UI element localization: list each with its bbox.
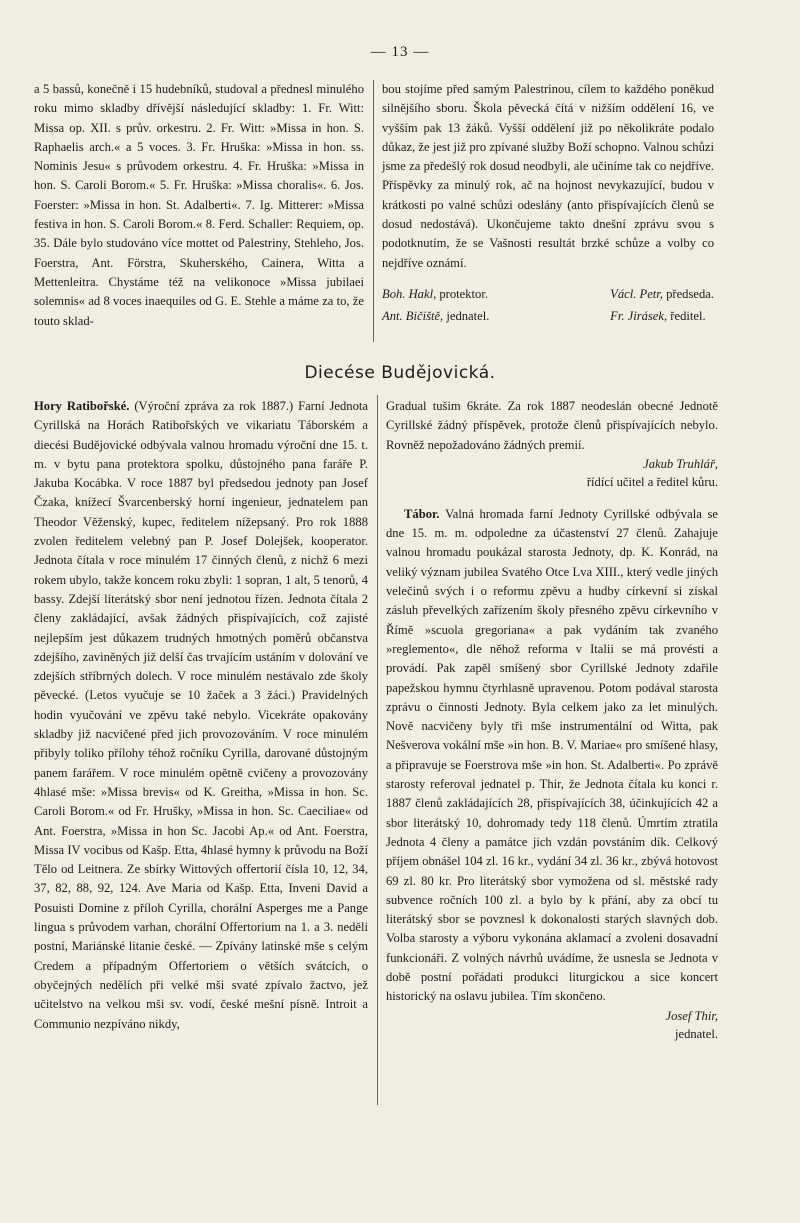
signature-name: Jakub Truhlář, (643, 456, 718, 471)
signature-role: jednatel. (674, 1026, 718, 1041)
column-1-top (34, 80, 364, 331)
signature-role: jednatel. (446, 308, 490, 323)
section-heading: Diecése Budějovická. (304, 363, 496, 383)
column-divider (373, 80, 374, 342)
signature-name: Fr. Jirásek, (610, 308, 668, 323)
paragraph: a 5 bassů, konečně i 15 hudebníků, studoval a přednesl minulého roku mimo skladby dřívější následující skladby: 1. Fr. Witt: Missa op. XII. s prův. orkestru. 2. Fr. Witt: »Missa in hon. S. Raphaelis arch.« a 5 voces. 3. Fr. Hruška: »Missa in hon. ss. Nominis Jesu« s průvodem orkestru. 4. Fr. Hruška: »Missa in hon. S. Caroli Borom.« 5. Fr. Hruška: »Missa choralis«. 6. Jos. Foerster: »Missa in hon. St. Adalberti«. 7. Ig. Mitterer: »Missa festiva in hon. S. Caroli Borom.« 8. Ferd. Schaller: Requiem, op. 35. Dále bylo studováno více mottet od Palestriny, Stehleho, Jos. Foerstra, Ant. Förstra, Skuherského, Cainera, Witta a Mettenleitra. Chystáme též na velikonoce »Missa jubilaei solemnis« ad 8 voces inaequiles od G. E. Stehle a máme za to, že touto sklad- (34, 82, 364, 328)
signature-name: Boh. Hakl, (382, 286, 437, 301)
signature-role: předseda. (666, 286, 714, 301)
signature-role: protektor. (439, 286, 488, 301)
place-heading: Hory Ratibořské. (34, 399, 130, 413)
column-2-bottom (386, 397, 718, 1043)
column-1-bottom (34, 397, 368, 1034)
paragraph: bou stojíme před samým Palestrinou, cílem to každého poněkud silnějšího sboru. Škola pěvecká čítá v nižším oddělení 16, ve vyšším pak 13 žáků. Vyšší oddělení již po několikráte podalo důkaz, že jest již pro zpívané služby Boží schopno. Valnou schůzi jsme za předešlý rok dosud neodbyli, ale učiníme tak co nejdříve. Příspěvky za minulý rok, ač na hojnost nevykazující, budou v krátkosti po valné schůzi odeslány (anto přispívajících členů se dosud nedostává). Ukončujeme takto dnešní zprávu svou s podotknutím, že se Vašnosti resultát brzké schůze a volby co nejdříve oznámí. (382, 82, 714, 270)
place-heading: Tábor. (404, 506, 440, 521)
signature-name: Ant. Bičiště, (382, 308, 444, 323)
signature-block (386, 455, 718, 491)
paragraph: Gradual tušim 6kráte. Za rok 1887 neodeslán obecné Jednotě Cyrillské žádný příspěvek, protože členů přispívajících nebylo. Rovněž nepožadováno žádných premií. (386, 399, 718, 452)
paragraph: Valná hromada farní Jednoty Cyrillské odbývala se dne 15. m. m. odpoledne za účastenství 27 členů. Zahajuje valnou hromadu poukázal starosta Jednoty, dp. K. Konrád, na veliký význam jubilea Svatého Otce Lva XIII., který vedle jiných velečinů svých i o reformu zpěvu a hudby církevní si získal zásluh převelkých zařízením školy přesného zpěvu církevního v Římě »scuola gregoriana« a pak vydáním tak zvaného »reglemento«, dle něhož reforma v Italii se má provésti a provádí. Pak zapěl smíšený sbor Cyrillské Jednoty zdařile papežskou hymnu čtyrhlasně upravenou. Potom podával starosta zprávu o činnosti Jednoty. Byla celkem jako za let minulých. Nově nacvičeny byly tři mše instrumentální od Witta, pak Nešverova vokální mše »in hon. B. V. Mariae« pro smíšené hlasy, a připravuje se Foerstrova mše »in hon. St. Adalberti«. Po zprávě starosty referoval jednatel p. Thir, že Jednota čítala ku konci r. 1887 členů zakládajících 28, přispívajících 38, účinkujících 42 a sbor literátský 10, dohromady tedy 118 členů. Úmrtím ztratila Jednota 4 členy a památce jich vzdán povstáním dík. Celkový příjem obnášel 104 zl. 16 kr., vydání 34 zl. 36 kr., zbývá hotovost 69 zl. 80 kr. Pro literátský sbor vymožena od sl. městské rady subvence ročních 100 zl. a bylo by k přání, aby za obcí tu literátský sbor se povznesl k dokonalosti starých slavných dob. Volba starosty a výboru vykonána aklamací a zvoleni dosavadní funkcionáři. Z volných návrhů uvádíme, že usnesla se Jednota v době postní pořádati produkci liturgickou a sice koncert historický na oslavu jubilea. Tím skončeno. (386, 506, 719, 1004)
page-number: — 13 — (370, 44, 430, 60)
signature-name: Václ. Petr, (610, 286, 663, 301)
signatures (382, 283, 714, 327)
signature-role: řídící učitel a ředitel kůru. (586, 474, 718, 489)
signature-name: Josef Thir, (665, 1008, 718, 1023)
signature-block (386, 1007, 718, 1043)
signature-role: ředitel. (670, 308, 706, 323)
column-2-top (382, 80, 714, 327)
column-divider (377, 395, 378, 1105)
paragraph: (Výroční zpráva za rok 1887.) Farní Jednota Cyrillská na Horách Ratibořských ve vikariatu Táborském a diecési Budějovické odbývala valnou hromadu výroční dne 15. t. m. v bytu pana protektora spolku, důstojného pana faráře P. Jakuba Kocábka. V roce 1887 byl předsedou jednoty pan Josef Čzaka, knížecí Švarcenberský horní ingenieur, jednatelem pan Theodor Věženský, kupec, ředitelem nížepsaný. Pro rok 1888 zvolen ředitelem velebný pan P. Josef Dolejšek, kooperator. Jednota čítala v roce minulém 17 činných členů, z nichž 6 mezi rokem ubylo, takže koncem roku zbyli: 1 sopran, 1 alt, 5 tenorů, 4 bassy. Zdejší literátský sbor není jednotou řízen. Jednota čítala 2 členy zakládající, avšak žádných přispívajících, což zajisté nejlepším jest důkazem trudných hmotných poměrů občanstva zdejšího, zaviněných již delší čas trvajícím ustáním v dolování ve zdejších stříbrných dolech. V roce minulém nestávalo zde školy pěvecké. (Letos vyučuje se 10 žaček a 3 žáci.) Pravidelných hodin vyučování ve zpěvu také nebylo. Vicekráte opakovány skladby již nacvičené před jich provozováním. V roce minulém přibyly toliko přílohy téhož ročníku Cyrilla, darované důstojným panem farářem. V roce minulém opětně cvičeny a provozovány 4hlasé mše: »Missa brevis« od K. Greitha, »Missa in hon. Sc. Caroli Borom.« od Fr. Hrušky, »Missa in hon. Sc. Caeciliae« od Ant. Foerstra, »Missa in hon Sc. Jacobi Ap.« od Ant. Foerstra, Missa IV vocibus od Kašp. Etta, 4hlasé hymny k průvodu na Boží Tělo od Leitnera. Ze sbírky Wittových offertorií čísla 10, 12, 34, 37, 82, 88, 92, 124. Ave Maria od Kašp. Etta, Inveni David a Posuisti Domine z příloh Cyrilla, chorální Asperges me a Pange lingua s průvodem varhan, chorální Offertorium na 1. a 3. neděli postní, Mariánské litanie české. — Zpívány latinské mše s celým Credem a případným Offertoriem o větších svátcích, o obyčejných nedělích při velké mši svaté zpívalo žactvo, jež učitelstvo na velkou mši sv. vodí, české mešní písně. Introit a Communio nezpíváno nikdy, (34, 399, 368, 1031)
